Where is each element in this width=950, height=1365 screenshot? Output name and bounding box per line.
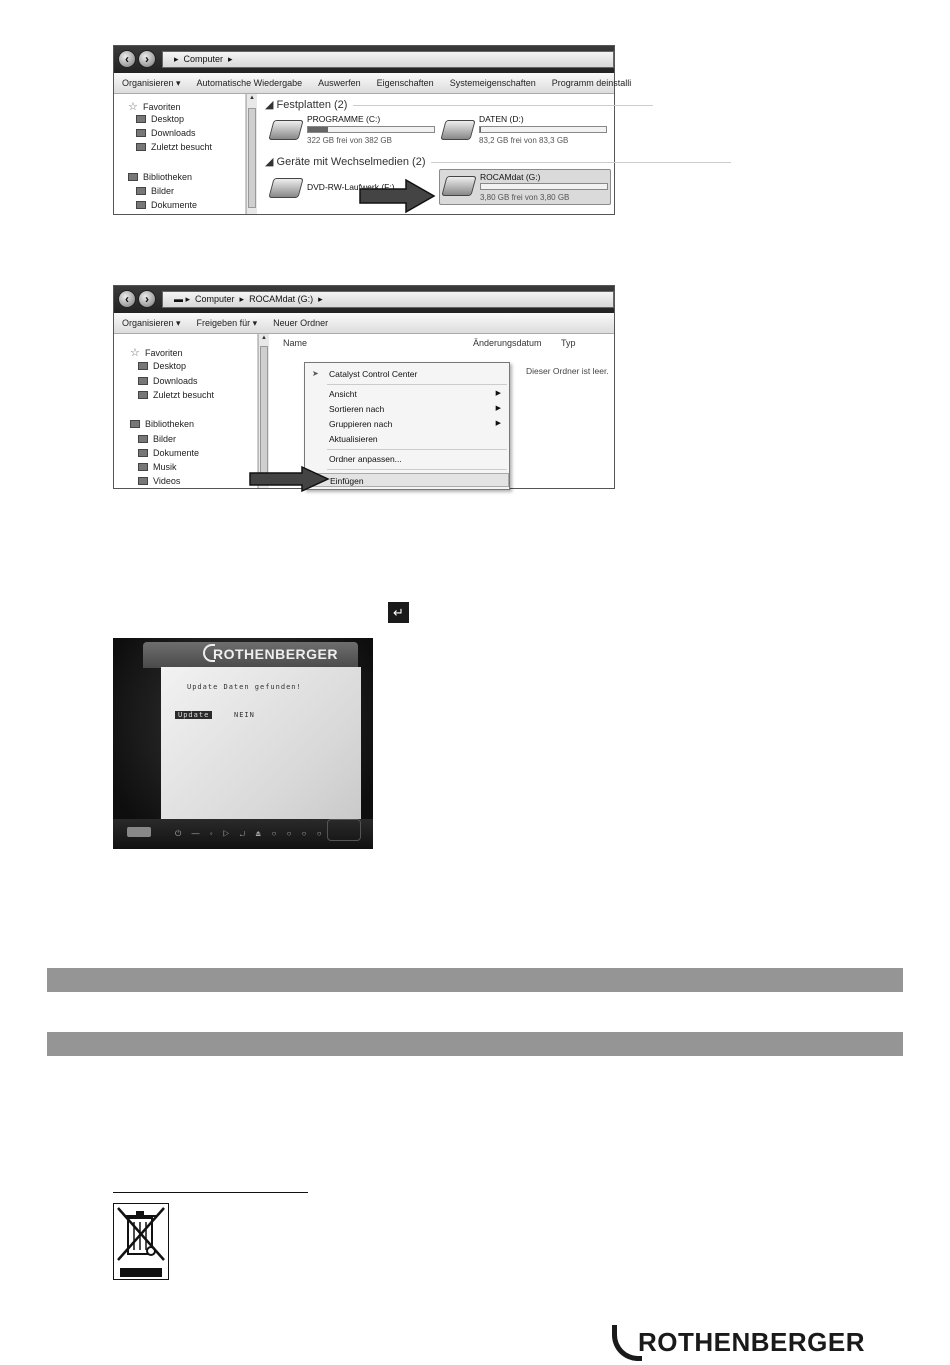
menu-item-catalyst[interactable]: ➤ Catalyst Control Center (312, 369, 418, 379)
scrollbar-thumb[interactable] (260, 346, 268, 476)
device-photo (113, 638, 373, 849)
back-arrow-icon[interactable]: ‹ (118, 290, 136, 308)
star-icon: ☆ (128, 101, 138, 113)
toolbar-uninstall[interactable]: Programm deinstalli (551, 78, 632, 88)
title-bar (114, 286, 614, 313)
menu-item-group-by[interactable]: Gruppieren nach ▶ (329, 419, 501, 429)
device-brand: ROTHENBERGER (213, 646, 339, 662)
star-icon: ☆ (130, 347, 140, 359)
screen-title: Update Daten gefunden! (187, 683, 302, 691)
nav-libraries[interactable]: Bibliotheken (130, 419, 194, 429)
scroll-up-icon[interactable]: ▲ (261, 335, 267, 341)
downloads-icon (138, 377, 148, 385)
pictures-icon (138, 435, 148, 443)
group-header-hard-disks[interactable]: ◢ Festplatten (2) (265, 99, 348, 111)
dvd-drive-icon (268, 178, 303, 198)
hard-disk-icon (440, 120, 475, 140)
menu-separator (327, 384, 507, 385)
capacity-bar (479, 126, 607, 133)
command-bar (114, 73, 632, 94)
nav-music[interactable]: Musik (138, 462, 177, 472)
empty-folder-message: Dieser Ordner ist leer. (526, 366, 609, 376)
column-header-name[interactable]: Name (283, 338, 308, 348)
command-bar (114, 313, 614, 334)
toolbar-properties[interactable]: Eigenschaften (376, 78, 434, 88)
library-icon (130, 420, 140, 428)
explorer-window-computer (113, 45, 632, 215)
library-icon (128, 173, 138, 181)
device-screen (161, 667, 361, 822)
nav-pictures[interactable]: Bilder (138, 434, 176, 444)
downloads-icon (136, 129, 146, 137)
nav-scrollbar[interactable] (258, 334, 269, 488)
toolbar-eject[interactable]: Auswerfen (318, 78, 361, 88)
menu-item-view[interactable]: Ansicht ▶ (329, 389, 501, 399)
drive-d[interactable]: DATEN (D:) 83,2 GB frei von 83,3 GB (443, 114, 623, 150)
catalyst-icon: ➤ (312, 369, 319, 378)
forward-arrow-icon[interactable]: › (138, 50, 156, 68)
drive-dvd[interactable]: DVD-RW-Laufwerk (F:) (271, 172, 451, 208)
capacity-bar (307, 126, 435, 133)
nav-documents[interactable]: Dokumente (138, 448, 199, 458)
nav-recent[interactable]: Zuletzt besucht (138, 390, 214, 400)
group-header-removable[interactable]: ◢ Geräte mit Wechselmedien (2) (265, 156, 426, 168)
scrollbar-thumb[interactable] (248, 108, 256, 208)
section-bar (47, 968, 903, 992)
breadcrumb-computer[interactable]: Computer (183, 54, 224, 64)
nav-videos[interactable]: Videos (138, 476, 180, 486)
menu-item-sort-by[interactable]: Sortieren nach ▶ (329, 404, 501, 414)
device-buttons: ⏻ — ◦ ▷ ↵ ⏏ ○ ○ ○ ○ (175, 829, 326, 838)
navigation-pane (114, 94, 246, 214)
column-header-date[interactable]: Änderungsdatum (473, 338, 542, 348)
breadcrumb-rocamdat[interactable]: ROCAMdat (G:) (249, 294, 314, 304)
footnote-rule (113, 1192, 308, 1193)
weee-crossed-bin-icon (113, 1203, 169, 1280)
documents-icon (136, 201, 146, 209)
toolbar-new-folder[interactable]: Neuer Ordner (273, 318, 329, 328)
explorer-window-rocamdat (113, 285, 615, 489)
toolbar-autoplay[interactable]: Automatische Wiedergabe (196, 78, 303, 88)
nav-libraries[interactable]: Bibliotheken (128, 172, 192, 182)
nav-desktop[interactable]: Desktop (138, 361, 186, 371)
option-no[interactable]: NEIN (234, 711, 255, 719)
nav-downloads[interactable]: Downloads (138, 376, 198, 386)
toolbar-organize[interactable]: Organisieren ▾ (122, 318, 181, 328)
menu-item-refresh[interactable]: Aktualisieren (329, 434, 378, 444)
breadcrumb-computer[interactable]: Computer (195, 294, 235, 304)
column-header-type[interactable]: Typ (561, 338, 576, 348)
pictures-icon (136, 187, 146, 195)
nav-desktop[interactable]: Desktop (136, 114, 184, 124)
section-bar (47, 1032, 903, 1056)
pointer-arrow-icon (248, 467, 330, 491)
nav-documents[interactable]: Dokumente (136, 200, 197, 210)
toolbar-share[interactable]: Freigeben für ▾ (196, 318, 258, 328)
context-menu (304, 362, 510, 490)
desktop-icon (138, 362, 148, 370)
brand-name: ROTHENBERGER (638, 1327, 866, 1357)
submenu-arrow-icon: ▶ (495, 420, 501, 427)
address-bar[interactable]: ▬ ▸ Computer ▸ ROCAMdat (G:) ▸ (162, 291, 614, 308)
device-led (127, 827, 151, 837)
recent-places-icon (138, 391, 148, 399)
menu-item-customize-folder[interactable]: Ordner anpassen... (329, 454, 402, 464)
pointer-arrow-icon (358, 178, 438, 214)
music-icon (138, 463, 148, 471)
videos-icon (138, 477, 148, 485)
scroll-up-icon[interactable]: ▲ (249, 95, 255, 101)
hard-disk-icon (268, 120, 303, 140)
desktop-icon (136, 115, 146, 123)
recent-places-icon (136, 143, 146, 151)
nav-favorites[interactable]: ☆ Favoriten (130, 347, 183, 359)
submenu-arrow-icon: ▶ (495, 405, 501, 412)
device-corner-panel (327, 819, 361, 841)
enter-key-icon: ↵ (388, 602, 409, 623)
navigation-pane (114, 334, 258, 488)
nav-favorites[interactable]: ☆ Favoriten (128, 101, 181, 113)
menu-separator (327, 449, 507, 450)
drive-g-rocamdat[interactable]: ROCAMdat (G:) 3,80 GB frei von 3,80 GB (439, 169, 611, 205)
drive-c[interactable]: PROGRAMME (C:) 322 GB frei von 382 GB (271, 114, 451, 150)
menu-item-paste[interactable]: Einfügen (305, 473, 509, 487)
documents-icon (138, 449, 148, 457)
nav-scrollbar[interactable] (246, 94, 257, 214)
nav-pictures[interactable]: Bilder (136, 186, 174, 196)
removable-drive-icon (441, 176, 476, 196)
brand-logo (612, 1325, 872, 1365)
toolbar-organize[interactable]: Organisieren ▾ (122, 78, 181, 88)
forward-arrow-icon[interactable]: › (138, 290, 156, 308)
capacity-bar (480, 183, 608, 190)
title-bar (114, 46, 614, 73)
nav-recent[interactable]: Zuletzt besucht (136, 142, 212, 152)
address-bar[interactable]: ▸ Computer ▸ (162, 51, 614, 68)
nav-downloads[interactable]: Downloads (136, 128, 196, 138)
submenu-arrow-icon: ▶ (495, 390, 501, 397)
menu-separator (327, 469, 507, 470)
option-update[interactable]: Update (175, 711, 212, 719)
back-arrow-icon[interactable]: ‹ (118, 50, 136, 68)
toolbar-system-properties[interactable]: Systemeigenschaften (449, 78, 536, 88)
